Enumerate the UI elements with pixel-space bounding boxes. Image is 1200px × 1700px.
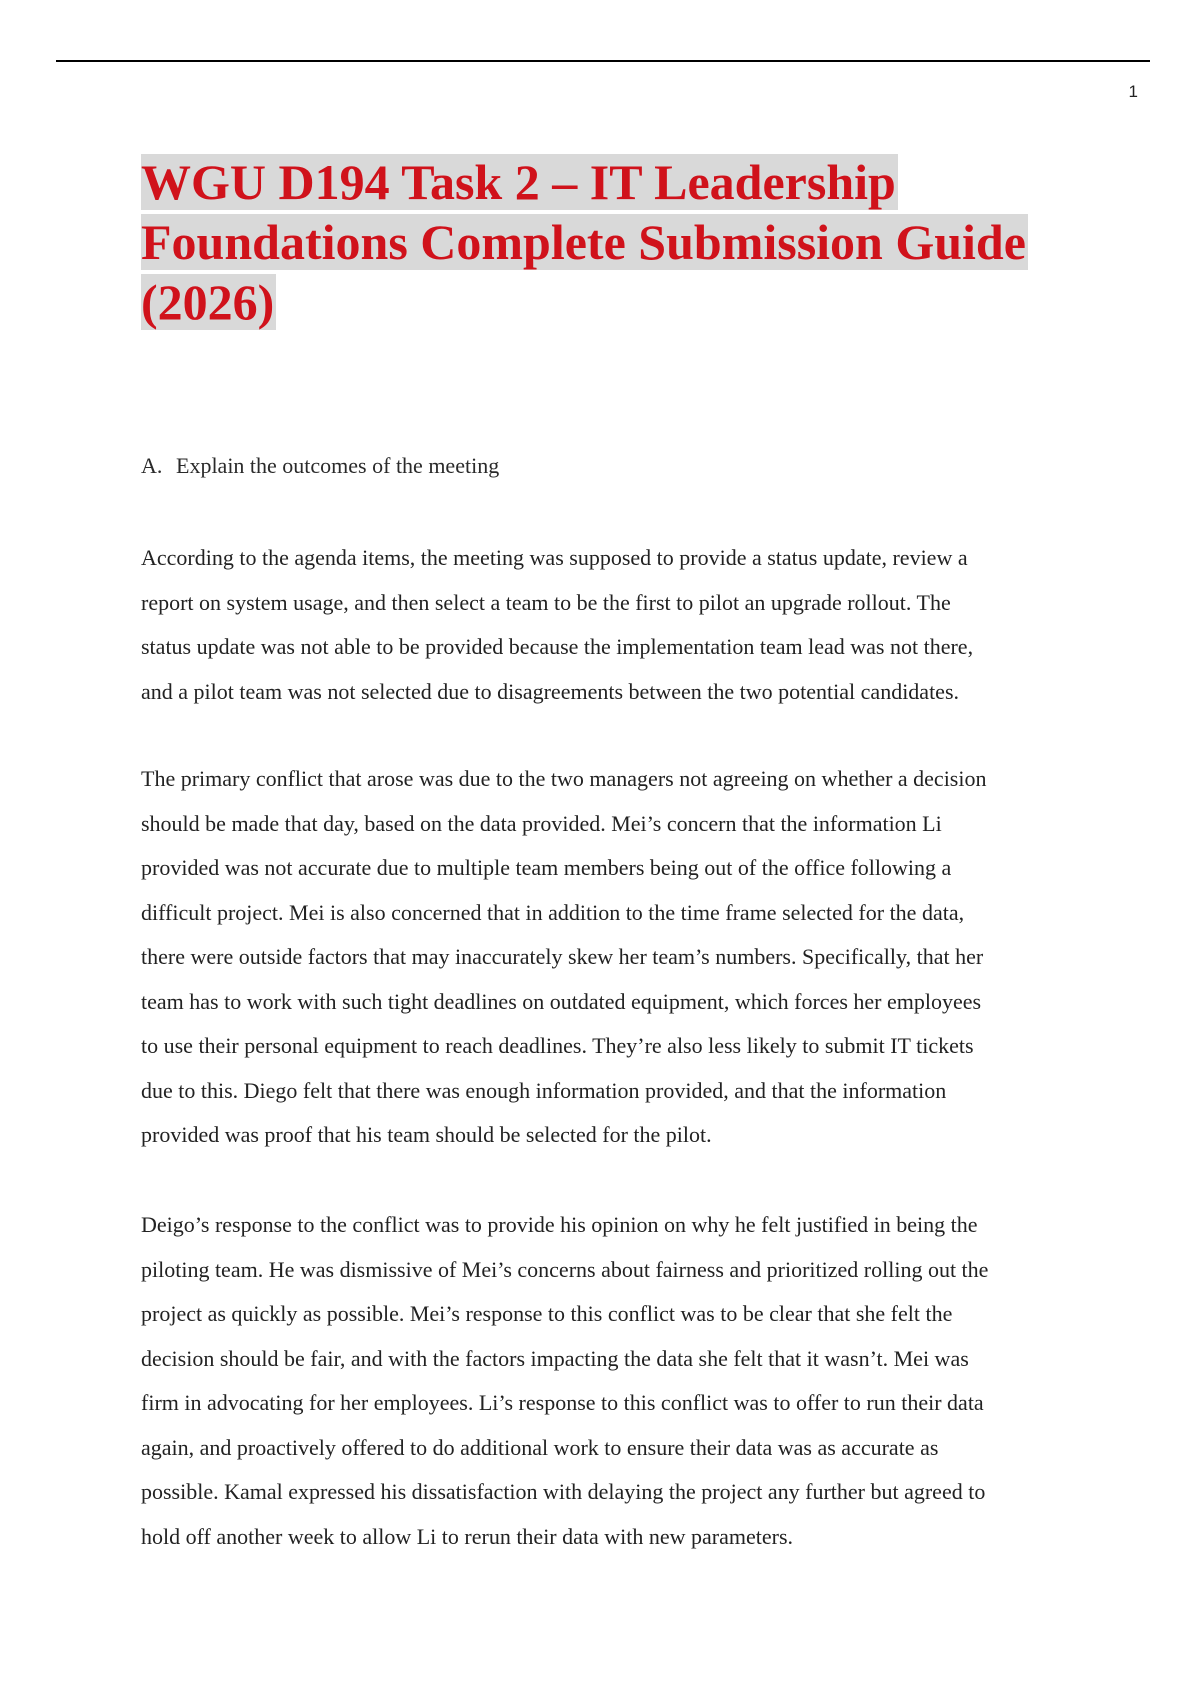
header-rule: [56, 60, 1150, 62]
text-line: provided was not accurate due to multiple team members being out of the office following a: [141, 855, 952, 880]
title-line: [141, 272, 1071, 332]
text-line: provided was proof that his team should be selected for the pilot.: [141, 1122, 712, 1147]
section-heading-text: Explain the outcomes of the meeting: [176, 453, 500, 478]
text-line: piloting team. He was dismissive of Mei’s concerns about fairness and prioritized rolling out the: [141, 1256, 989, 1282]
title-line-text: (2026): [141, 274, 275, 330]
section-marker: A.: [141, 453, 163, 478]
text-line: The primary conflict that arose was due to the two managers not agreeing on whether a decision: [141, 766, 987, 791]
title-line: [141, 152, 1071, 212]
paragraph-2: [141, 757, 1051, 1158]
paragraph-text: [141, 536, 1051, 714]
text-line: should be made that day, based on the data provided. Mei’s concern that the information Li: [141, 810, 942, 836]
paragraph-text: [141, 757, 1051, 1158]
text-line: report on system usage, and then select a team to be the first to pilot an upgrade rollout. The: [141, 589, 951, 615]
text-line: Deigo’s response to the conflict was to provide his opinion on why he felt justified in being the: [141, 1212, 978, 1237]
section-heading: [141, 451, 499, 481]
title-line-text: WGU D194 Task 2 – IT Leadership: [141, 154, 896, 210]
text-line: firm in advocating for her employees. Li’s response to this conflict was to offer to run their data: [141, 1390, 984, 1415]
text-line: and a pilot team was not selected due to disagreements between the two potential candidates.: [141, 678, 960, 704]
page-number: 1: [1128, 82, 1138, 101]
title-line-text: Foundations Complete Submission Guide: [141, 214, 1026, 270]
text-line: team has to work with such tight deadlines on outdated equipment, which forces her employees: [141, 988, 982, 1014]
document-title: [141, 152, 1071, 332]
text-line: hold off another week to allow Li to rerun their data with new parameters.: [141, 1523, 794, 1549]
text-line: difficult project. Mei is also concerned that in addition to the time frame selected for the data,: [141, 899, 965, 925]
text-line: decision should be fair, and with the factors impacting the data she felt that it wasn’t. Mei was: [141, 1345, 969, 1371]
text-line: to use their personal equipment to reach deadlines. They’re also less likely to submit IT tickets: [141, 1033, 974, 1058]
text-line: there were outside factors that may inaccurately skew her team’s numbers. Specifically, that her: [141, 944, 984, 969]
text-line: According to the agenda items, the meeting was supposed to provide a status update, review a: [141, 545, 968, 570]
text-line: status update was not able to be provided because the implementation team lead was not there,: [141, 634, 974, 659]
paragraph-1: [141, 536, 1051, 714]
title-line: [141, 212, 1071, 272]
text-line: again, and proactively offered to do additional work to ensure their data was as accurate as: [141, 1434, 939, 1460]
paragraph-text: [141, 1203, 1051, 1559]
text-line: possible. Kamal expressed his dissatisfaction with delaying the project any further but agreed to: [141, 1479, 986, 1504]
text-line: due to this. Diego felt that there was enough information provided, and that the information: [141, 1077, 947, 1103]
text-line: project as quickly as possible. Mei’s response to this conflict was to be clear that she felt the: [141, 1301, 953, 1326]
paragraph-3: [141, 1203, 1051, 1559]
